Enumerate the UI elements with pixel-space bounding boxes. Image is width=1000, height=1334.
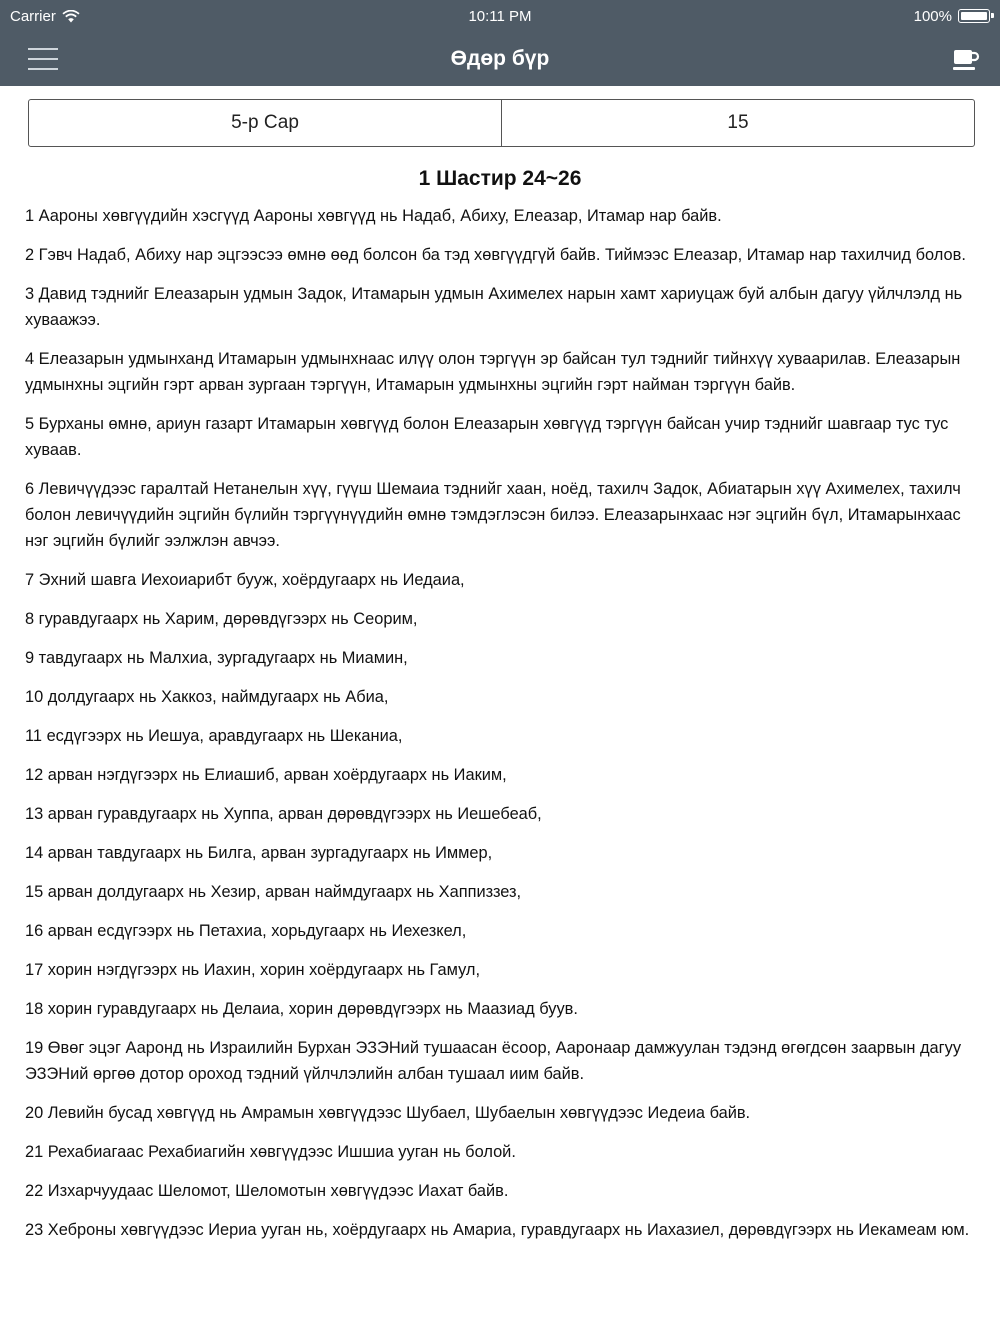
carrier-label: Carrier <box>10 7 56 25</box>
verse-2: 2 Гэвч Надаб, Абиху нар эцгээсээ өмнө өөд болсон ба тэд хөвгүүдгүй байв. Тиймээс Елеазар, Итамар нар тахилчид болов. <box>25 246 966 264</box>
month-segment[interactable]: 5-р Сар <box>231 112 299 133</box>
wifi-icon <box>62 10 80 23</box>
date-segmented-control <box>28 99 975 147</box>
verse-3: 3 Давид тэднийг Елеазарын удмын Задок, Итамарын удмын Ахимелех нарын хамт хариуцаж буй албын дагуу үйлчлэлд нь хуваажээ. <box>25 285 963 329</box>
verse-19: 19 Өвөг эцэг Ааронд нь Израилийн Бурхан ЭЗЭНий тушаасан ёсоор, Аaронаар дамжуулан тэдэнд өгөгдсөн заарвын дагуу ЭЗЭНий өргөө дотор ороход тэдний үйлчлэлийн албан тушаал иим байв. <box>25 1039 962 1083</box>
menu-icon[interactable] <box>28 48 58 70</box>
status-bar <box>0 0 1000 32</box>
status-right <box>914 8 990 25</box>
verse-23: 23 Хеброны хөвгүүдээс Иериа ууган нь, хоёрдугаарх нь Амариа, гуравдугаарх нь Иахазиел, дөрөвдүгээрх нь Иекамеам юм. <box>25 1221 970 1239</box>
verse-4: 4 Елеазарын удмынханд Итамарын удмынхнаас илүү олон тэргүүн эр байсан тул тэднийг тийнхүү хуваарилав. Елеазарын удмынхны эцгийн гэрт арван зургаан тэргүүн, Итамарын удмынхны эцгийн гэрт найман тэргүүн байв. <box>25 350 961 394</box>
nav-title: Өдөр бүр <box>450 47 550 70</box>
verse-list <box>0 203 1000 1243</box>
verse-16: 16 арван есдүгээрх нь Петахиа, хорьдугаарх нь Иехезкел, <box>25 922 467 940</box>
navigation-bar <box>0 32 1000 86</box>
status-left <box>10 8 80 25</box>
verse-10: 10 долдугаарх нь Хаккоз, наймдугаарх нь Абиа, <box>25 688 389 706</box>
verse-7: 7 Эхний шавга Иехоиарибт бууж, хоёрдугаарх нь Иедаиа, <box>25 571 465 589</box>
day-segment[interactable]: 15 <box>501 100 974 146</box>
coffee-cup-icon[interactable] <box>950 44 980 74</box>
verse-17: 17 хорин нэгдүгээрх нь Иахин, хорин хоёрдугаарх нь Гамул, <box>25 961 481 979</box>
verse-1: 1 Аароны хөвгүүдийн хэсгүүд Аароны хөвгүүд нь Надаб, Абиху, Елеазар, Итамар нар байв. <box>25 207 722 225</box>
verse-6: 6 Левичүүдээс гаралтай Нетанелын хүү, гүүш Шемаиа тэднийг хаан, ноёд, тахилч Задок, Абиатарын хүү Ахимелех, тахилч болон левичүүдийн эцгийн бүлийн тэргүүнүүдийн өмнө тэмдэглэсэн билээ. Елеазарынхаас нэг эцгийн бүл, Итамарынхаас нэг эцгийн бүлийг ээлжлэн авчээ. <box>25 480 961 550</box>
verse-13: 13 арван гуравдугаарх нь Хуппа, арван дөрөвдүгээрх нь Иешебеаб, <box>25 805 542 823</box>
verse-21: 21 Рехабиагаас Рехабиагийн хөвгүүдээс Ишшиа ууган нь болой. <box>25 1143 516 1161</box>
verse-12: 12 арван нэгдүгээрх нь Елиашиб, арван хоёрдугаарх нь Иаким, <box>25 766 507 784</box>
battery-percent: 100% <box>913 7 952 25</box>
verse-5: 5 Бурханы өмнө, ариун газарт Итамарын хөвгүүд болон Елеазарын хөвгүүд тэргүүн байсан учир тэднийг шавгаар тус тус хуваав. <box>25 415 949 459</box>
verse-22: 22 Изхарчуудаас Шеломот, Шеломотын хөвгүүдээс Иахат байв. <box>25 1182 509 1200</box>
verse-14: 14 арван тавдугаарх нь Билга, арван зургадугаарх нь Иммер, <box>25 844 493 862</box>
chapter-title: 1 Шастир 24~26 <box>418 167 582 190</box>
verse-20: 20 Левийн бусад хөвгүүд нь Амрамын хөвгүүдээс Шубаел, Шубаелын хөвгүүдээс Иедеиа байв. <box>25 1104 751 1122</box>
verse-18: 18 хорин гуравдугаарх нь Делаиа, хорин дөрөвдүгээрх нь Маазиад буув. <box>25 1000 578 1018</box>
verse-11: 11 есдүгээрх нь Иешуа, аравдугаарх нь Шеканиа, <box>25 727 403 745</box>
battery-icon <box>958 9 990 23</box>
verse-15: 15 арван долдугаарх нь Хезир, арван наймдугаарх нь Хаппиззез, <box>25 883 522 901</box>
verse-9: 9 тавдугаарх нь Малхиа, зургадугаарх нь Миамин, <box>25 649 408 667</box>
status-time: 10:11 PM <box>468 7 532 25</box>
verse-8: 8 гуравдугаарх нь Харим, дөрөвдүгээрх нь Сеорим, <box>25 610 418 628</box>
